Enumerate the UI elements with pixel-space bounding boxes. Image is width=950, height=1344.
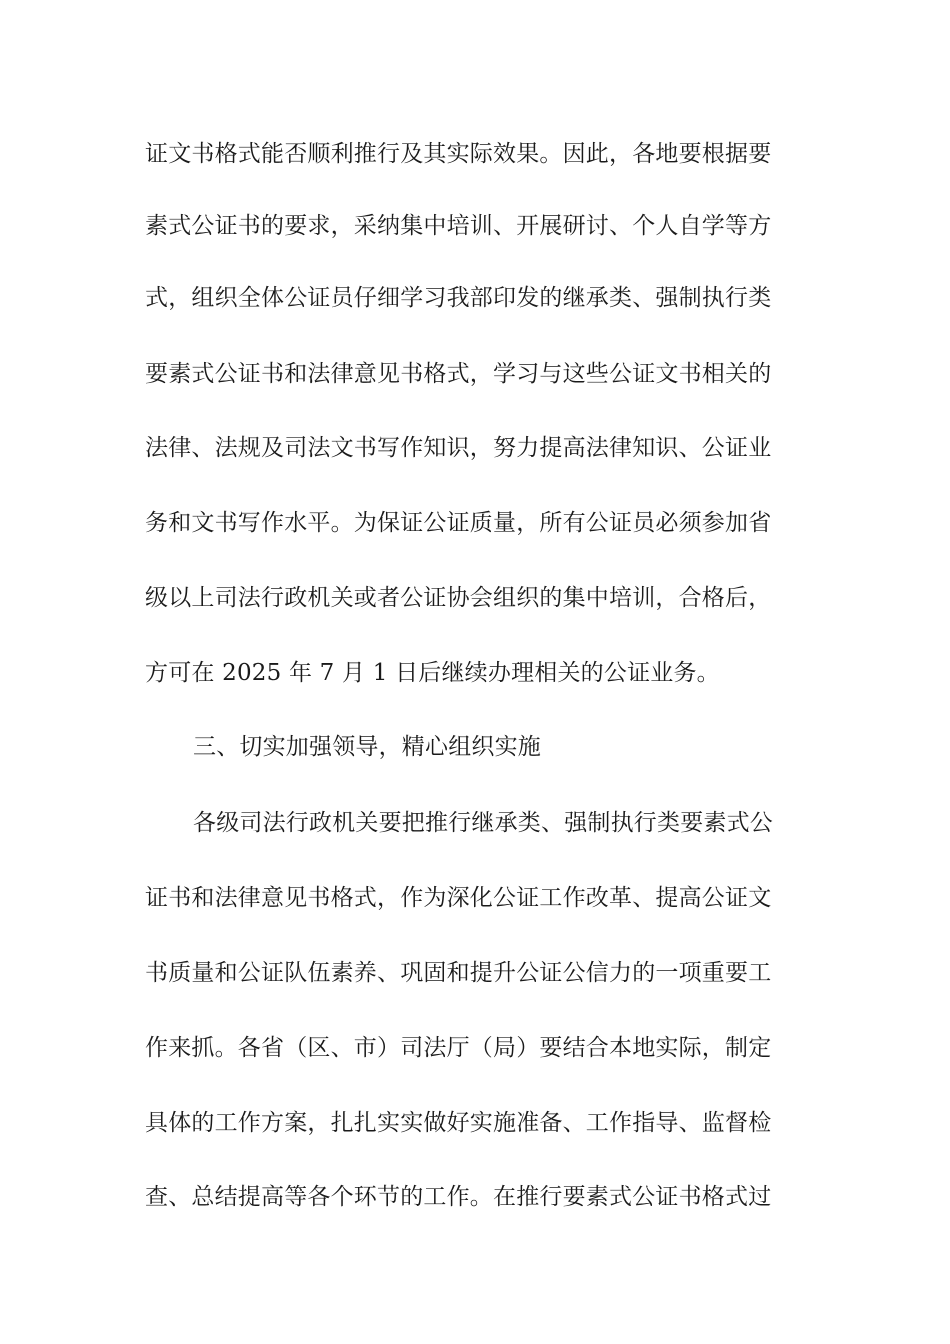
body-text-line: 素式公证书的要求，采纳集中培训、开展研讨、个人自学等方 bbox=[145, 213, 772, 239]
body-text-line: 方可在 2025 年 7 月 1 日后继续办理相关的公证业务。 bbox=[145, 660, 720, 686]
body-text-line: 书质量和公证队伍素养、巩固和提升公证公信力的一项重要工 bbox=[145, 960, 772, 986]
body-text-line: 具体的工作方案，扎扎实实做好实施准备、工作指导、监督检 bbox=[145, 1110, 772, 1136]
body-text-line: 要素式公证书和法律意见书格式，学习与这些公证文书相关的 bbox=[145, 361, 772, 387]
body-text-line: 证书和法律意见书格式，作为深化公证工作改革、提高公证文 bbox=[145, 885, 772, 911]
section-heading: 三、切实加强领导，精心组织实施 bbox=[193, 734, 541, 760]
body-text-line: 查、总结提高等各个环节的工作。在推行要素式公证书格式过 bbox=[145, 1184, 772, 1210]
body-text-line: 作来抓。各省（区、市）司法厅（局）要结合本地实际，制定 bbox=[145, 1035, 772, 1061]
body-text-line: 式，组织全体公证员仔细学习我部印发的继承类、强制执行类 bbox=[145, 285, 772, 311]
body-text-line: 证文书格式能否顺利推行及其实际效果。因此，各地要根据要 bbox=[145, 141, 772, 167]
paragraph-first-line: 各级司法行政机关要把推行继承类、强制执行类要素式公 bbox=[193, 810, 773, 836]
body-text-line: 级以上司法行政机关或者公证协会组织的集中培训，合格后， bbox=[145, 585, 772, 611]
body-text-line: 务和文书写作水平。为保证公证质量，所有公证员必须参加省 bbox=[145, 510, 772, 536]
body-text-line: 法律、法规及司法文书写作知识，努力提高法律知识、公证业 bbox=[145, 435, 772, 461]
